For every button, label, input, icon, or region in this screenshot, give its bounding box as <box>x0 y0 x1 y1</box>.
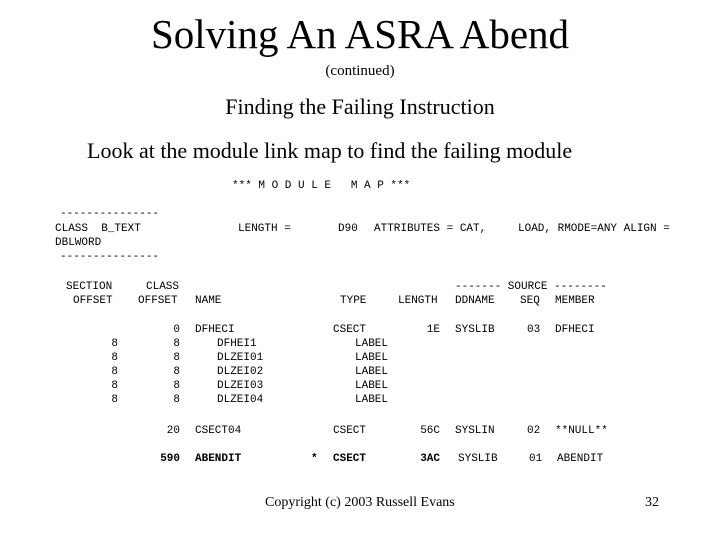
cell-member: ABENDIT <box>557 453 604 465</box>
cell-seq: 02 <box>527 425 541 437</box>
cell-type: LABEL <box>355 352 389 364</box>
cell-section-offset: 8 <box>111 338 118 350</box>
cell-class-offset: 0 <box>173 324 180 336</box>
header-section: SECTION <box>66 281 113 293</box>
header-ddname: DDNAME <box>455 295 495 307</box>
cell-type: CSECT <box>333 453 367 465</box>
header-seq: SEQ <box>520 295 540 307</box>
header-section-offset: OFFSET <box>73 295 113 307</box>
cell-section-offset: 8 <box>111 394 118 406</box>
cell-class-offset: 8 <box>173 338 180 350</box>
cell-name: DLZEI03 <box>217 380 264 392</box>
header-length: LENGTH <box>398 295 438 307</box>
header-source: ------- SOURCE -------- <box>455 281 607 293</box>
copyright-text: Copyright (c) 2003 Russell Evans <box>265 495 455 510</box>
cell-class-offset: 590 <box>160 453 180 465</box>
slide-subtitle: (continued) <box>325 63 395 79</box>
cell-seq: 01 <box>529 453 543 465</box>
attributes-text: ATTRIBUTES = CAT, <box>374 223 487 235</box>
load-text: LOAD, RMODE=ANY ALIGN = <box>518 223 670 235</box>
dash-line-bottom: --------------- <box>60 251 160 263</box>
cell-class-offset: 8 <box>173 352 180 364</box>
page-number: 32 <box>645 495 659 510</box>
cell-length: 3AC <box>420 453 440 465</box>
header-class: CLASS <box>146 281 180 293</box>
cell-seq: 03 <box>527 324 541 336</box>
header-class-offset: OFFSET <box>138 295 178 307</box>
section-heading: Finding the Failing Instruction <box>225 94 495 119</box>
cell-type: LABEL <box>355 394 389 406</box>
header-member: MEMBER <box>555 295 595 307</box>
cell-section-offset: 8 <box>111 352 118 364</box>
cell-name: DFHECI <box>195 324 235 336</box>
cell-ddname: SYSLIB <box>458 453 498 465</box>
cell-section-offset: 8 <box>111 366 118 378</box>
cell-class-offset: 8 <box>173 380 180 392</box>
cell-type: CSECT <box>333 324 367 336</box>
module-map-banner: *** M O D U L E M A P *** <box>232 180 411 192</box>
cell-name: ABENDIT <box>195 453 242 465</box>
dash-line-top: --------------- <box>60 208 160 220</box>
cell-length: 56C <box>420 425 440 437</box>
cell-name: CSECT04 <box>195 425 242 437</box>
header-type: TYPE <box>340 295 367 307</box>
cell-section-offset: 8 <box>111 380 118 392</box>
cell-type: LABEL <box>355 338 389 350</box>
cell-length: 1E <box>426 324 440 336</box>
header-name: NAME <box>195 295 222 307</box>
intro-text: Look at the module link map to find the failing module <box>87 138 573 163</box>
cell-name: DLZEI04 <box>217 394 264 406</box>
cell-type: LABEL <box>355 380 389 392</box>
failing-marker: * <box>311 453 318 465</box>
cell-class-offset: 8 <box>173 366 180 378</box>
slide-title: Solving An ASRA Abend <box>150 11 570 57</box>
cell-ddname: SYSLIN <box>455 425 495 437</box>
length-label: LENGTH = <box>238 223 291 235</box>
cell-member: **NULL** <box>555 425 608 437</box>
cell-type: CSECT <box>333 425 367 437</box>
cell-name: DLZEI02 <box>217 366 264 378</box>
cell-name: DFHEI1 <box>217 338 257 350</box>
cell-name: DLZEI01 <box>217 352 264 364</box>
dblword-text: DBLWORD <box>55 237 102 249</box>
cell-ddname: SYSLIB <box>455 324 495 336</box>
cell-type: LABEL <box>355 366 389 378</box>
cell-class-offset: 20 <box>166 425 180 437</box>
length-value: D90 <box>338 223 358 235</box>
class-line: CLASS B_TEXT <box>55 223 141 235</box>
cell-member: DFHECI <box>555 324 595 336</box>
cell-class-offset: 8 <box>173 394 180 406</box>
